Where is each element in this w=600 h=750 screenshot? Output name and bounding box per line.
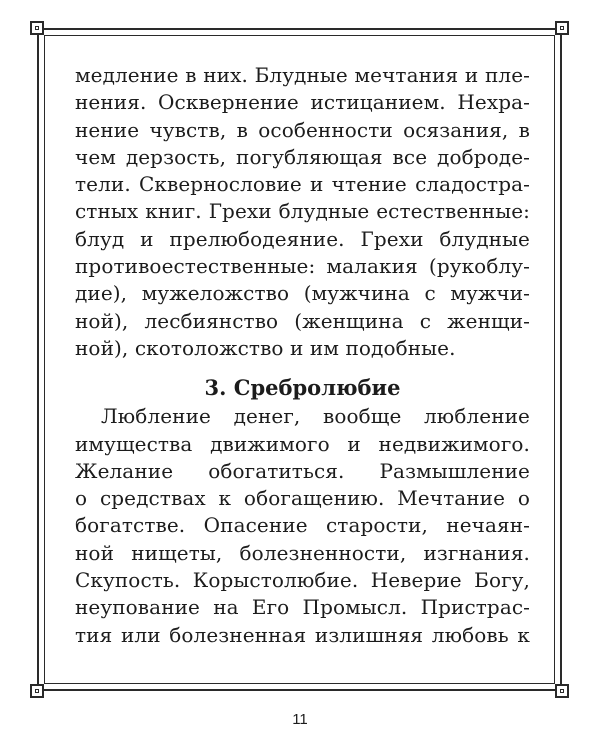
text-line: Желание обогатиться. Размышление bbox=[75, 458, 530, 483]
text-line: тели. Сквернословие и чтение сладостра- bbox=[75, 172, 530, 197]
text-line: Любление денег, вообще любление bbox=[101, 404, 530, 429]
text-line: богатстве. Опасение старости, нечаян- bbox=[75, 513, 530, 538]
text-line: чем дерзость, погубляющая все доброде- bbox=[75, 144, 530, 169]
text-line: о средствах к обогащению. Мечтание о bbox=[75, 486, 530, 511]
text-line: имущества движимого и недвижимого. bbox=[75, 431, 530, 456]
text-line: тия или болезненная излишняя любовь к bbox=[75, 622, 530, 647]
text-line: ной), скотоложство и им подобные. bbox=[75, 335, 456, 360]
text-line: стных книг. Грехи блудные естественные: bbox=[75, 199, 530, 224]
text-line: блуд и прелюбодеяние. Грехи блудные bbox=[75, 226, 530, 251]
section-heading: 3. Сребролюбие bbox=[204, 375, 401, 401]
text-line: неупование на Его Промысл. Пристрас- bbox=[75, 595, 530, 620]
frame-corner-ornament bbox=[555, 21, 569, 35]
text-line: ной нищеты, болезненности, изгнания. bbox=[75, 540, 530, 565]
text-line: нения. Осквернение истицанием. Нехра- bbox=[75, 90, 530, 115]
page-number: 11 bbox=[292, 711, 308, 728]
section-paragraph bbox=[75, 403, 530, 649]
text-line: ной), лесбиянство (женщина с женщи- bbox=[75, 308, 530, 333]
paragraph-continuation bbox=[75, 62, 530, 362]
text-line: нение чувств, в особенности осязания, в bbox=[75, 117, 530, 142]
page-text-body bbox=[75, 62, 530, 649]
frame-corner-ornament bbox=[555, 684, 569, 698]
frame-corner-ornament bbox=[30, 684, 44, 698]
text-line: медление в них. Блудные мечтания и пле- bbox=[75, 63, 530, 87]
text-line: противоестественные: малакия (рукоблу- bbox=[75, 254, 530, 279]
text-line: дие), мужеложство (мужчина с мужчи- bbox=[75, 281, 530, 306]
text-line: Скупость. Корыстолюбие. Неверие Богу, bbox=[75, 568, 530, 593]
frame-corner-ornament bbox=[30, 21, 44, 35]
